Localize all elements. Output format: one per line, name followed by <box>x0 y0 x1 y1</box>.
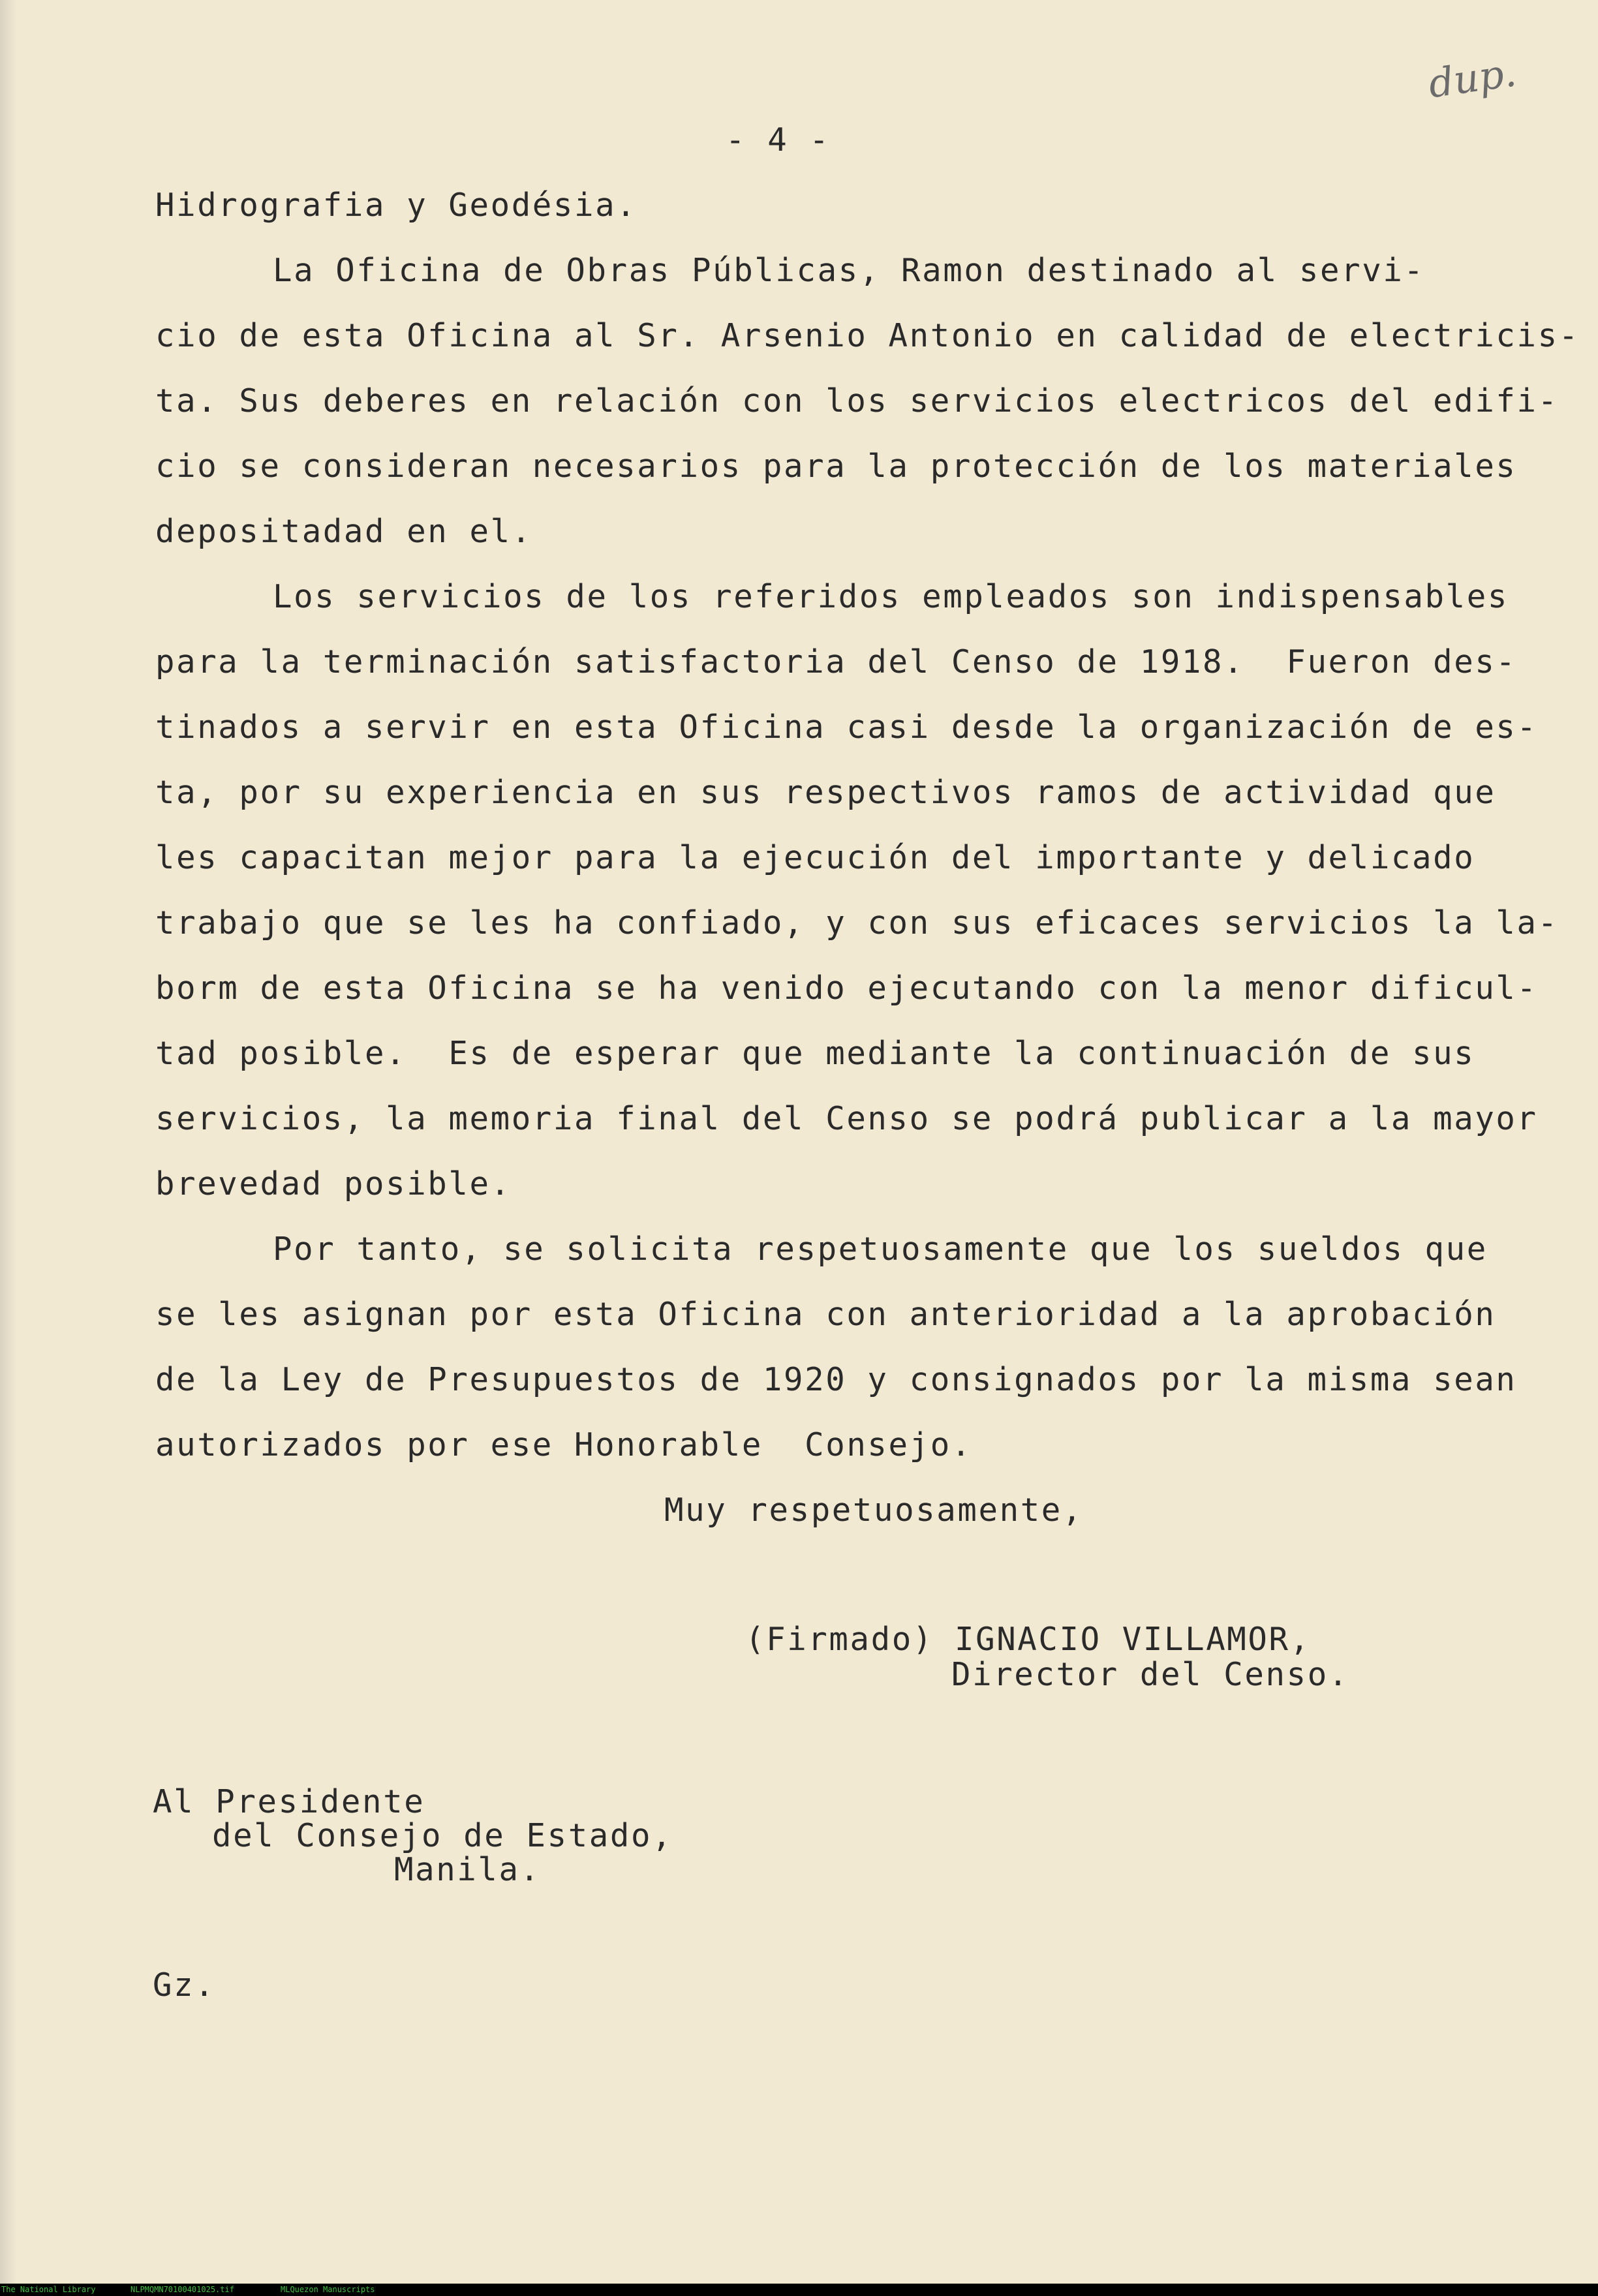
scan-footer <box>0 2284 1598 2296</box>
body-line: cio se consideran necesarios para la protección de los materiales <box>155 448 1517 485</box>
signature-title: Director del Censo. <box>951 1656 1349 1693</box>
body-line: para la terminación satisfactoria del Censo de 1918. Fueron des- <box>155 643 1517 681</box>
addressee-line: del Consejo de Estado, <box>212 1817 673 1854</box>
body-line: depositadad en el. <box>155 513 532 550</box>
signature-line: (Firmado) IGNACIO VILLAMOR, <box>745 1621 1311 1658</box>
footer-file: NLPMQMN70100401025.tif <box>131 2285 234 2294</box>
body-line: tad posible. Es de esperar que mediante la continuación de sus <box>155 1035 1475 1072</box>
body-line: Hidrografia y Geodésia. <box>155 187 638 224</box>
addressee-line: Manila. <box>394 1851 541 1888</box>
body-line: cio de esta Oficina al Sr. Arsenio Antonio en calidad de electricis- <box>155 317 1580 354</box>
page-edge-shadow <box>0 0 17 2284</box>
body-line: Por tanto, se solicita respetuosamente que los sueldos que <box>273 1231 1488 1268</box>
body-line: borm de esta Oficina se ha venido ejecutando con la menor dificul- <box>155 970 1538 1007</box>
closing: Muy respetuosamente, <box>664 1492 1084 1529</box>
body-line: de la Ley de Presupuestos de 1920 y consignados por la misma sean <box>155 1361 1517 1398</box>
typist-initials: Gz. <box>153 1967 216 2004</box>
body-line: ta. Sus deberes en relación con los servicios electricos del edifi- <box>155 382 1559 420</box>
handwritten-note: dup. <box>1426 50 1519 108</box>
body-line: trabajo que se les ha confiado, y con sus eficaces servicios la la- <box>155 904 1559 941</box>
body-line: se les asignan por esta Oficina con anterioridad a la aprobación <box>155 1296 1496 1333</box>
footer-collection: MLQuezon Manuscripts <box>281 2285 375 2294</box>
body-line: ta, por su experiencia en sus respectivos ramos de actividad que <box>155 774 1496 811</box>
body-line: les capacitan mejor para la ejecución del importante y delicado <box>155 839 1475 876</box>
body-line: La Oficina de Obras Públicas, Ramon destinado al servi- <box>273 252 1425 289</box>
body-line: tinados a servir en esta Oficina casi desde la organización de es- <box>155 709 1538 746</box>
footer-library: The National Library <box>1 2285 96 2294</box>
body-line: autorizados por ese Honorable Consejo. <box>155 1426 972 1463</box>
body-line: servicios, la memoria final del Censo se podrá publicar a la mayor <box>155 1100 1538 1137</box>
addressee-line: Al Presidente <box>153 1783 425 1820</box>
page-number: - 4 - <box>726 121 831 159</box>
body-line: Los servicios de los referidos empleados son indispensables <box>273 578 1509 615</box>
body-line: brevedad posible. <box>155 1165 512 1202</box>
